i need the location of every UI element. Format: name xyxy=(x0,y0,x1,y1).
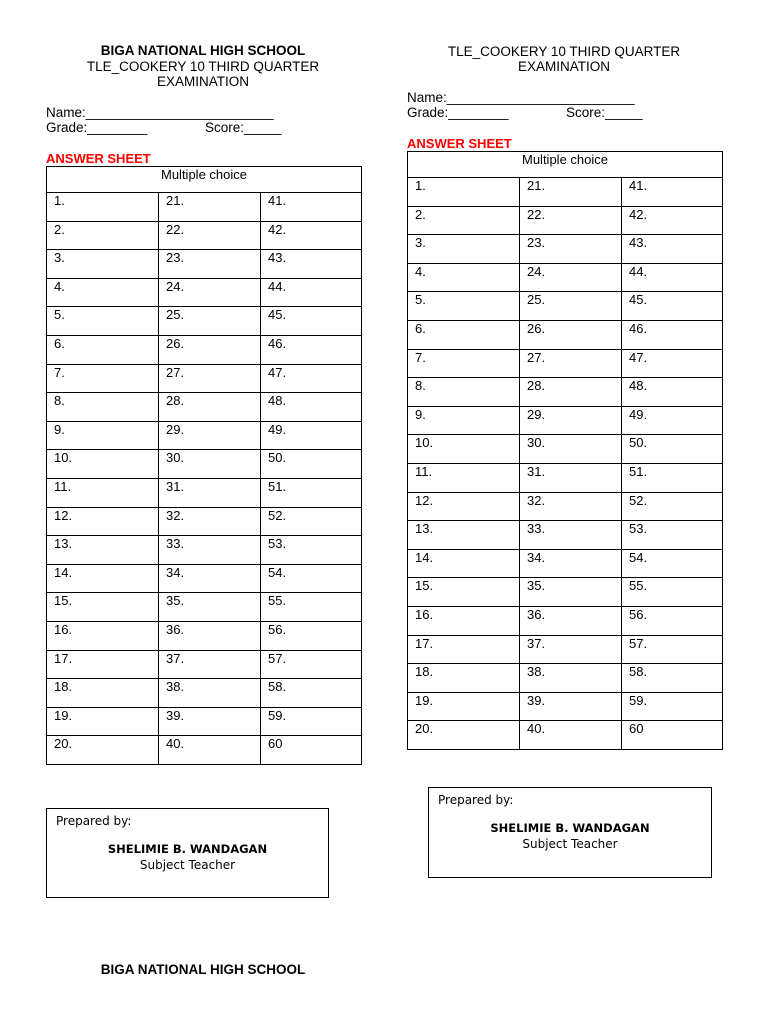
table-row xyxy=(47,478,362,507)
answer-cell: 27. xyxy=(159,364,261,393)
left-teacher-role: Subject Teacher xyxy=(139,858,236,872)
answer-cell: 10. xyxy=(47,450,159,479)
answer-cell: 35. xyxy=(159,593,261,622)
answer-cell: 19. xyxy=(47,707,159,736)
answer-cell: 7. xyxy=(47,364,159,393)
table-row xyxy=(47,221,362,250)
answer-cell: 22. xyxy=(159,221,261,250)
answer-cell: 17. xyxy=(47,650,159,679)
answer-cell: 56. xyxy=(261,621,362,650)
answer-cell: 36. xyxy=(159,621,261,650)
answer-cell: 1. xyxy=(408,178,520,207)
answer-cell: 40. xyxy=(159,736,261,765)
answer-cell: 23. xyxy=(520,235,622,264)
answer-cell: 11. xyxy=(408,463,520,492)
answer-cell: 25. xyxy=(159,307,261,336)
table-row xyxy=(47,193,362,222)
answer-cell: 20. xyxy=(47,736,159,765)
answer-cell: 14. xyxy=(47,564,159,593)
answer-cell: 6. xyxy=(408,320,520,349)
table-row xyxy=(408,549,723,578)
answer-cell: 60 xyxy=(261,736,362,765)
answer-cell: 31. xyxy=(159,478,261,507)
answer-cell: 4. xyxy=(408,263,520,292)
answer-cell: 39. xyxy=(520,692,622,721)
table-row xyxy=(408,664,723,693)
table-row xyxy=(47,250,362,279)
answer-cell: 18. xyxy=(408,664,520,693)
answer-cell: 49. xyxy=(261,421,362,450)
table-row xyxy=(47,536,362,565)
answer-cell: 25. xyxy=(520,292,622,321)
answer-cell: 2. xyxy=(47,221,159,250)
table-row xyxy=(408,492,723,521)
left-answer-table xyxy=(46,166,362,765)
right-answer-table xyxy=(407,151,723,750)
table-row xyxy=(408,406,723,435)
answer-cell: 2. xyxy=(408,206,520,235)
answer-cell: 28. xyxy=(159,393,261,422)
right-exam-title-line2: EXAMINATION xyxy=(517,59,610,74)
answer-cell: 23. xyxy=(159,250,261,279)
right-answer-sheet-heading: ANSWER SHEET xyxy=(407,136,512,151)
answer-cell: 16. xyxy=(408,606,520,635)
answer-cell: 48. xyxy=(261,393,362,422)
answer-cell: 29. xyxy=(159,421,261,450)
answer-cell: 8. xyxy=(408,378,520,407)
right-name-field: Name:_________________________ xyxy=(407,90,635,105)
table-row xyxy=(408,521,723,550)
answer-cell: 46. xyxy=(622,320,723,349)
table-row xyxy=(47,421,362,450)
answer-cell: 52. xyxy=(622,492,723,521)
answer-cell: 41. xyxy=(622,178,723,207)
answer-cell: 26. xyxy=(159,335,261,364)
answer-cell: 58. xyxy=(261,679,362,708)
answer-cell: 5. xyxy=(47,307,159,336)
answer-cell: 12. xyxy=(47,507,159,536)
footer-school-name: BIGA NATIONAL HIGH SCHOOL xyxy=(100,962,306,977)
answer-cell: 55. xyxy=(261,593,362,622)
answer-cell: 1. xyxy=(47,193,159,222)
answer-cell: 59. xyxy=(622,692,723,721)
answer-cell: 18. xyxy=(47,679,159,708)
right-score-field: Score:_____ xyxy=(566,105,643,120)
right-exam-title-line1: TLE_COOKERY 10 THIRD QUARTER xyxy=(447,44,681,59)
answer-cell: 9. xyxy=(47,421,159,450)
answer-cell: 51. xyxy=(261,478,362,507)
answer-cell: 21. xyxy=(520,178,622,207)
answer-cell: 50. xyxy=(622,435,723,464)
answer-cell: 29. xyxy=(520,406,622,435)
answer-cell: 42. xyxy=(261,221,362,250)
answer-cell: 37. xyxy=(159,650,261,679)
answer-cell: 15. xyxy=(47,593,159,622)
table-row xyxy=(408,435,723,464)
table-row xyxy=(408,206,723,235)
answer-cell: 15. xyxy=(408,578,520,607)
table-row xyxy=(408,606,723,635)
answer-cell: 19. xyxy=(408,692,520,721)
answer-cell: 9. xyxy=(408,406,520,435)
answer-cell: 48. xyxy=(622,378,723,407)
right-prepared-by-label: Prepared by: xyxy=(438,793,514,807)
left-table-header: Multiple choice xyxy=(47,167,362,193)
answer-cell: 32. xyxy=(159,507,261,536)
answer-cell: 57. xyxy=(622,635,723,664)
answer-cell: 33. xyxy=(159,536,261,565)
answer-cell: 11. xyxy=(47,478,159,507)
answer-cell: 34. xyxy=(520,549,622,578)
table-row xyxy=(408,292,723,321)
right-teacher-role: Subject Teacher xyxy=(522,837,618,851)
answer-cell: 43. xyxy=(622,235,723,264)
left-exam-title-line1: TLE_COOKERY 10 THIRD QUARTER xyxy=(86,59,320,74)
table-row xyxy=(408,721,723,750)
table-row xyxy=(47,507,362,536)
answer-cell: 35. xyxy=(520,578,622,607)
answer-cell: 53. xyxy=(622,521,723,550)
right-prepared-by-box xyxy=(428,787,712,878)
answer-cell: 26. xyxy=(520,320,622,349)
answer-cell: 5. xyxy=(408,292,520,321)
answer-cell: 21. xyxy=(159,193,261,222)
answer-cell: 24. xyxy=(520,263,622,292)
table-row xyxy=(47,564,362,593)
answer-cell: 39. xyxy=(159,707,261,736)
answer-cell: 60 xyxy=(622,721,723,750)
answer-cell: 12. xyxy=(408,492,520,521)
answer-cell: 55. xyxy=(622,578,723,607)
table-row xyxy=(47,593,362,622)
table-row xyxy=(47,679,362,708)
answer-cell: 36. xyxy=(520,606,622,635)
answer-cell: 7. xyxy=(408,349,520,378)
table-row xyxy=(408,578,723,607)
left-score-field: Score:_____ xyxy=(205,120,282,135)
answer-cell: 16. xyxy=(47,621,159,650)
answer-cell: 58. xyxy=(622,664,723,693)
answer-cell: 42. xyxy=(622,206,723,235)
answer-cell: 53. xyxy=(261,536,362,565)
table-row xyxy=(47,450,362,479)
answer-cell: 17. xyxy=(408,635,520,664)
answer-cell: 34. xyxy=(159,564,261,593)
table-row xyxy=(47,621,362,650)
table-row xyxy=(408,378,723,407)
left-answer-sheet-heading: ANSWER SHEET xyxy=(46,151,151,166)
answer-cell: 27. xyxy=(520,349,622,378)
answer-cell: 49. xyxy=(622,406,723,435)
answer-cell: 54. xyxy=(622,549,723,578)
left-school-name: BIGA NATIONAL HIGH SCHOOL xyxy=(100,43,306,58)
table-row xyxy=(47,278,362,307)
answer-cell: 10. xyxy=(408,435,520,464)
answer-cell: 30. xyxy=(520,435,622,464)
answer-cell: 20. xyxy=(408,721,520,750)
answer-cell: 56. xyxy=(622,606,723,635)
table-row xyxy=(408,235,723,264)
left-exam-title-line2: EXAMINATION xyxy=(156,74,249,89)
answer-cell: 45. xyxy=(261,307,362,336)
answer-cell: 3. xyxy=(408,235,520,264)
answer-cell: 43. xyxy=(261,250,362,279)
answer-cell: 38. xyxy=(520,664,622,693)
answer-cell: 40. xyxy=(520,721,622,750)
answer-cell: 33. xyxy=(520,521,622,550)
table-row xyxy=(408,635,723,664)
table-row xyxy=(47,736,362,765)
answer-cell: 8. xyxy=(47,393,159,422)
answer-cell: 30. xyxy=(159,450,261,479)
answer-cell: 44. xyxy=(261,278,362,307)
answer-cell: 44. xyxy=(622,263,723,292)
table-row xyxy=(408,320,723,349)
answer-cell: 13. xyxy=(408,521,520,550)
left-grade-field: Grade:________ xyxy=(46,120,148,135)
answer-cell: 32. xyxy=(520,492,622,521)
table-row xyxy=(408,178,723,207)
answer-cell: 57. xyxy=(261,650,362,679)
left-prepared-by-label: Prepared by: xyxy=(56,814,132,828)
answer-cell: 47. xyxy=(261,364,362,393)
answer-cell: 59. xyxy=(261,707,362,736)
table-row xyxy=(408,263,723,292)
right-table-header: Multiple choice xyxy=(408,152,723,178)
left-teacher-name: SHELIMIE B. WANDAGAN xyxy=(107,842,268,856)
answer-cell: 31. xyxy=(520,463,622,492)
table-row xyxy=(408,349,723,378)
table-row xyxy=(47,707,362,736)
answer-cell: 6. xyxy=(47,335,159,364)
answer-cell: 54. xyxy=(261,564,362,593)
left-name-field: Name:_________________________ xyxy=(46,105,274,120)
answer-cell: 46. xyxy=(261,335,362,364)
answer-cell: 37. xyxy=(520,635,622,664)
table-row xyxy=(408,692,723,721)
table-row xyxy=(47,650,362,679)
answer-cell: 28. xyxy=(520,378,622,407)
answer-cell: 45. xyxy=(622,292,723,321)
right-teacher-name: SHELIMIE B. WANDAGAN xyxy=(490,821,650,835)
table-row xyxy=(47,307,362,336)
table-row xyxy=(47,393,362,422)
right-grade-field: Grade:________ xyxy=(407,105,509,120)
answer-cell: 3. xyxy=(47,250,159,279)
answer-cell: 38. xyxy=(159,679,261,708)
answer-cell: 52. xyxy=(261,507,362,536)
table-row xyxy=(47,364,362,393)
answer-cell: 22. xyxy=(520,206,622,235)
answer-cell: 14. xyxy=(408,549,520,578)
answer-cell: 41. xyxy=(261,193,362,222)
left-prepared-by-box xyxy=(46,808,329,898)
answer-cell: 51. xyxy=(622,463,723,492)
answer-cell: 4. xyxy=(47,278,159,307)
answer-cell: 13. xyxy=(47,536,159,565)
table-row xyxy=(47,335,362,364)
answer-cell: 50. xyxy=(261,450,362,479)
table-row xyxy=(408,463,723,492)
answer-cell: 47. xyxy=(622,349,723,378)
answer-cell: 24. xyxy=(159,278,261,307)
